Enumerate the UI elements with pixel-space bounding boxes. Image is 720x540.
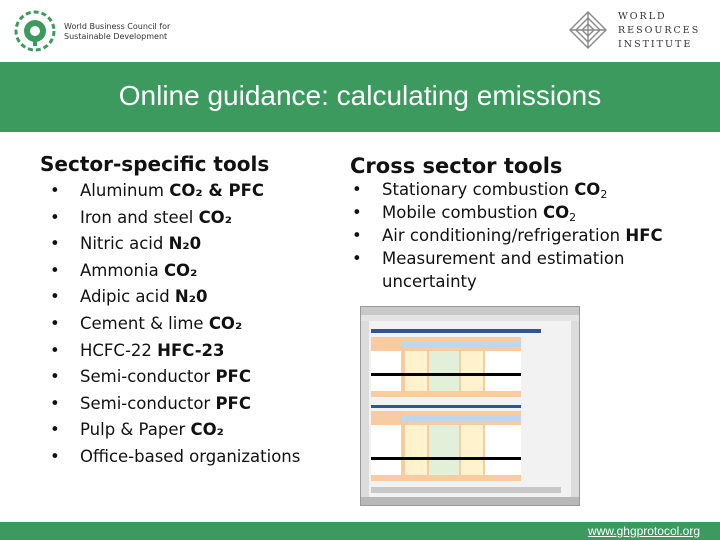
logo-left-line-1: World Business Council for bbox=[64, 22, 171, 31]
list-item[interactable] bbox=[38, 391, 300, 418]
bullet-icon: • bbox=[50, 446, 60, 466]
footer-bar bbox=[0, 522, 720, 540]
gas-label: N₂0 bbox=[168, 234, 202, 254]
tool-name: Measurement and estimation bbox=[382, 249, 625, 268]
bullet-icon: • bbox=[352, 226, 362, 245]
wri-logo bbox=[566, 6, 716, 56]
slide-title: Online guidance: calculating emissions bbox=[118, 80, 602, 111]
tool-name: Semi-conductor bbox=[80, 393, 211, 413]
gas-label: CO₂ bbox=[190, 420, 224, 440]
tool-name: Adipic acid bbox=[80, 287, 170, 307]
tool-name: Nitric acid bbox=[80, 234, 164, 254]
list-item[interactable] bbox=[38, 444, 300, 471]
gas-subscript: 2 bbox=[569, 211, 577, 224]
list-item[interactable] bbox=[38, 311, 300, 338]
logo-right-line-3: INSTITUTE bbox=[618, 39, 693, 50]
bullet-icon: • bbox=[50, 340, 60, 360]
tool-name: Stationary combustion bbox=[382, 180, 569, 199]
list-item[interactable] bbox=[38, 178, 300, 205]
tool-name: Cement & lime bbox=[80, 313, 204, 333]
bullet-icon: • bbox=[50, 234, 60, 254]
sector-specific-heading: Sector-specific tools bbox=[40, 152, 270, 176]
logo-right-line-2: RESOURCES bbox=[618, 25, 701, 36]
list-item[interactable] bbox=[38, 338, 300, 365]
list-item[interactable] bbox=[340, 224, 663, 247]
tool-name: Air conditioning/refrigeration bbox=[382, 226, 621, 245]
list-item[interactable] bbox=[38, 364, 300, 391]
header bbox=[0, 0, 720, 62]
cross-sector-tools-list bbox=[340, 178, 663, 293]
tool-name: Office-based organizations bbox=[80, 446, 301, 466]
tool-name-continuation: uncertainty bbox=[382, 272, 477, 291]
list-item[interactable] bbox=[38, 205, 300, 232]
list-item[interactable] bbox=[38, 231, 300, 258]
bullet-icon: • bbox=[50, 287, 60, 307]
gas-label: CO₂ bbox=[163, 260, 198, 280]
gas-label: HFC-23 bbox=[157, 340, 225, 360]
cross-sector-heading: Cross sector tools bbox=[350, 154, 563, 178]
list-item[interactable] bbox=[340, 201, 663, 224]
tool-name: Ammonia bbox=[80, 260, 159, 280]
tool-name: Aluminum bbox=[80, 181, 164, 200]
spreadsheet-screenshot bbox=[360, 306, 580, 506]
wbcsd-leaf-icon bbox=[14, 10, 56, 52]
gas-label: PFC bbox=[215, 393, 251, 413]
wbcsd-logo bbox=[10, 8, 170, 54]
list-item[interactable] bbox=[38, 258, 300, 285]
list-item[interactable] bbox=[38, 284, 300, 311]
tool-name: Iron and steel bbox=[80, 207, 194, 227]
gas-label: CO bbox=[574, 180, 601, 199]
bullet-icon: • bbox=[50, 260, 60, 280]
list-item[interactable] bbox=[340, 178, 663, 201]
list-item-continuation bbox=[340, 270, 663, 293]
bullet-icon: • bbox=[50, 420, 60, 440]
list-item[interactable] bbox=[340, 247, 663, 270]
gas-label: HFC bbox=[625, 226, 663, 245]
bullet-icon: • bbox=[50, 207, 60, 227]
gas-label: CO₂ bbox=[208, 313, 243, 333]
gas-label: CO₂ bbox=[198, 207, 232, 227]
bullet-icon: • bbox=[50, 393, 60, 413]
tool-name: Semi-conductor bbox=[80, 367, 211, 387]
spreadsheet-image bbox=[361, 307, 579, 505]
bullet-icon: • bbox=[50, 367, 60, 387]
bullet-icon: • bbox=[352, 203, 362, 222]
gas-label: CO₂ & PFC bbox=[169, 181, 264, 200]
bullet-icon: • bbox=[352, 180, 362, 199]
bullet-icon: • bbox=[50, 313, 60, 333]
tool-name: Pulp & Paper bbox=[80, 420, 186, 440]
title-banner bbox=[0, 62, 720, 132]
logo-right-line-1: WORLD bbox=[618, 11, 667, 22]
tool-name: HCFC-22 bbox=[80, 340, 152, 360]
tool-name: Mobile combustion bbox=[382, 203, 538, 222]
bullet-icon: • bbox=[352, 249, 362, 268]
gas-subscript: 2 bbox=[600, 188, 608, 201]
bullet-icon: • bbox=[50, 181, 60, 200]
logo-left-line-2: Sustainable Development bbox=[64, 32, 168, 41]
gas-label: PFC bbox=[215, 367, 251, 387]
gas-label: N₂0 bbox=[174, 287, 208, 307]
list-item[interactable] bbox=[38, 417, 300, 444]
website-link[interactable]: www.ghgprotocol.org bbox=[587, 524, 700, 538]
wri-globe-icon bbox=[566, 8, 610, 52]
sector-tools-list bbox=[38, 178, 300, 471]
gas-label: CO bbox=[543, 203, 570, 222]
